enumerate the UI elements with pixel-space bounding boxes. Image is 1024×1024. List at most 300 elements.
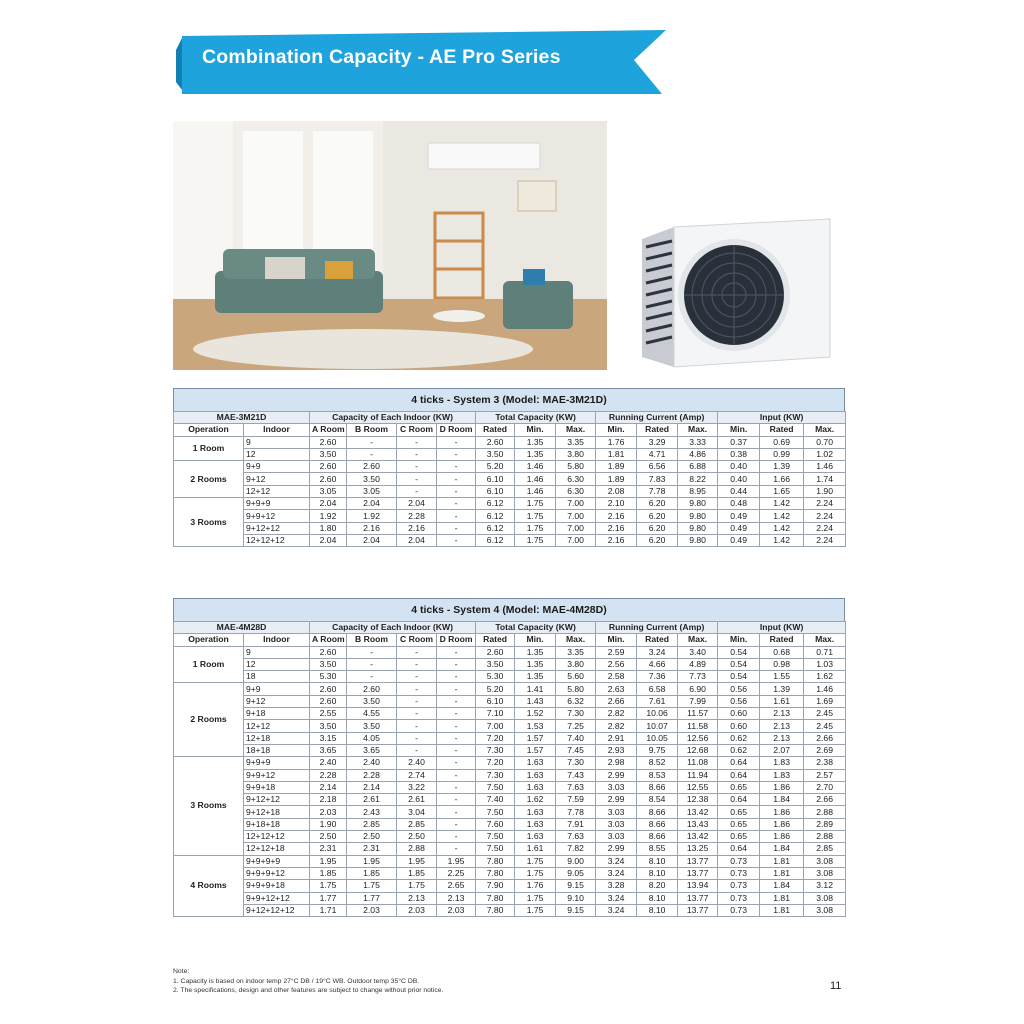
value-cell: 1.86 [760,831,804,843]
indoor-cell: 12+12+12 [244,831,310,843]
c-room-header: C Room [397,424,437,436]
value-cell: 1.71 [310,904,347,916]
value-cell: 3.24 [637,646,678,658]
value-cell: 1.77 [347,892,397,904]
value-cell: 1.81 [596,448,637,460]
value-cell: 3.33 [678,436,718,448]
value-cell: 6.20 [637,498,678,510]
value-cell: 7.25 [556,720,596,732]
value-cell: 13.77 [678,904,718,916]
value-cell: 8.10 [637,867,678,879]
value-cell: 6.20 [637,534,678,546]
value-cell: 2.93 [596,744,637,756]
value-cell: 1.75 [515,904,556,916]
value-cell: 0.49 [718,522,760,534]
value-cell: 1.75 [515,498,556,510]
page-title: Combination Capacity - AE Pro Series [202,46,561,68]
value-cell: 0.38 [718,448,760,460]
value-cell: - [437,510,476,522]
value-cell: 1.03 [804,658,846,670]
value-cell: - [437,436,476,448]
value-cell: 7.82 [556,843,596,855]
value-cell: 3.35 [556,646,596,658]
operation-cell: 3 Rooms [174,498,244,547]
value-cell: 1.63 [515,818,556,830]
value-cell: 7.50 [476,781,515,793]
value-cell: 7.80 [476,855,515,867]
value-cell: 2.16 [596,510,637,522]
indoor-cell: 9+9+18 [244,781,310,793]
value-cell: 2.66 [804,732,846,744]
value-cell: 2.85 [804,843,846,855]
value-cell: 8.66 [637,818,678,830]
value-cell: 7.20 [476,732,515,744]
value-cell: 2.40 [310,757,347,769]
value-cell: - [437,720,476,732]
value-cell: 1.83 [760,757,804,769]
model-header: MAE-3M21D [174,412,310,424]
value-cell: - [437,818,476,830]
indoor-cell: 12+12+12 [244,534,310,546]
value-cell: 1.81 [760,892,804,904]
value-cell: 9.80 [678,498,718,510]
value-cell: 2.45 [804,720,846,732]
value-cell: 10.05 [637,732,678,744]
indoor-cell: 12+18 [244,732,310,744]
max-header: Max. [556,424,596,436]
value-cell: - [397,720,437,732]
value-cell: 2.24 [804,510,846,522]
footnotes [173,967,443,996]
value-cell: 3.50 [476,448,515,460]
operation-header: Operation [174,634,244,646]
table-row [174,855,846,867]
value-cell: 4.71 [637,448,678,460]
value-cell: 6.10 [476,485,515,497]
value-cell: - [437,708,476,720]
value-cell: 1.46 [515,461,556,473]
value-cell: 8.10 [637,892,678,904]
indoor-cell: 9 [244,436,310,448]
value-cell: 4.86 [678,448,718,460]
value-cell: 1.84 [760,880,804,892]
indoor-header: Indoor [244,424,310,436]
max-header: Max. [804,424,846,436]
value-cell: 3.50 [476,658,515,670]
value-cell: 2.82 [596,720,637,732]
value-cell: 3.24 [596,855,637,867]
operation-cell: 4 Rooms [174,855,244,916]
value-cell: 2.13 [760,720,804,732]
value-cell: 13.77 [678,892,718,904]
value-cell: 1.57 [515,732,556,744]
value-cell: - [397,671,437,683]
value-cell: 3.04 [397,806,437,818]
min-header: Min. [718,634,760,646]
value-cell: 2.50 [397,831,437,843]
value-cell: 0.64 [718,843,760,855]
value-cell: 1.90 [310,818,347,830]
value-cell: 2.13 [437,892,476,904]
value-cell: 2.10 [596,498,637,510]
note-line: 2. The specifications, design and other features are subject to change without prior notice. [173,987,444,994]
value-cell: 2.28 [347,769,397,781]
value-cell: 0.40 [718,461,760,473]
value-cell: 1.76 [596,436,637,448]
table-row [174,485,846,497]
table-row [174,843,846,855]
value-cell: 2.88 [804,806,846,818]
value-cell: 1.35 [515,448,556,460]
value-cell: 3.50 [310,448,347,460]
value-cell: 7.63 [556,831,596,843]
value-cell: 6.30 [556,473,596,485]
value-cell: 9.05 [556,867,596,879]
value-cell: 0.64 [718,757,760,769]
indoor-cell: 9+9+9 [244,757,310,769]
value-cell: 11.58 [678,720,718,732]
value-cell: 13.42 [678,831,718,843]
operation-header: Operation [174,424,244,436]
value-cell: 6.20 [637,510,678,522]
table-row [174,769,846,781]
value-cell: 4.66 [637,658,678,670]
value-cell: 6.30 [556,485,596,497]
a-room-header: A Room [310,634,347,646]
rated-header: Rated [760,634,804,646]
value-cell: 12.68 [678,744,718,756]
value-cell: 11.57 [678,708,718,720]
value-cell: 2.13 [760,708,804,720]
value-cell: - [397,485,437,497]
indoor-cell: 9+9+9 [244,498,310,510]
value-cell: 2.60 [310,683,347,695]
value-cell: 2.03 [310,806,347,818]
value-cell: 1.61 [515,843,556,855]
indoor-cell: 9+9+9+12 [244,867,310,879]
note-line: 1. Capacity is based on indoor temp 27°C DB / 19°C WB. Outdoor temp 35°C DB. [173,977,420,985]
value-cell: 2.16 [596,534,637,546]
value-cell: 2.89 [804,818,846,830]
indoor-cell: 9+18+18 [244,818,310,830]
min-header: Min. [515,634,556,646]
max-header: Max. [678,424,718,436]
value-cell: 0.70 [804,436,846,448]
value-cell: - [397,448,437,460]
value-cell: 1.95 [437,855,476,867]
min-header: Min. [515,424,556,436]
value-cell: - [397,658,437,670]
value-cell: 8.53 [637,769,678,781]
value-cell: 2.40 [397,757,437,769]
value-cell: 8.10 [637,855,678,867]
value-cell: 5.20 [476,461,515,473]
value-cell: 6.12 [476,534,515,546]
indoor-cell: 9+12+18 [244,806,310,818]
value-cell: 0.56 [718,695,760,707]
indoor-cell: 9+9+12+12 [244,892,310,904]
value-cell: 1.86 [760,806,804,818]
value-cell: - [437,794,476,806]
value-cell: 0.98 [760,658,804,670]
value-cell: 6.56 [637,461,678,473]
value-cell: 1.95 [397,855,437,867]
value-cell: 7.78 [556,806,596,818]
value-cell: 1.89 [596,461,637,473]
table-row [174,671,846,683]
value-cell: 3.35 [556,436,596,448]
operation-cell: 1 Room [174,646,244,683]
value-cell: 7.30 [556,757,596,769]
value-cell: 0.99 [760,448,804,460]
outdoor-unit-photo [634,217,834,370]
value-cell: - [397,744,437,756]
value-cell: 0.37 [718,436,760,448]
value-cell: 7.80 [476,904,515,916]
table-row [174,867,846,879]
model-header: MAE-4M28D [174,622,310,634]
value-cell: 5.30 [476,671,515,683]
value-cell: - [347,671,397,683]
value-cell: 7.50 [476,843,515,855]
value-cell: - [397,646,437,658]
value-cell: 5.80 [556,683,596,695]
table-row [174,498,846,510]
value-cell: 1.92 [347,510,397,522]
value-cell: 3.08 [804,892,846,904]
value-cell: 2.31 [310,843,347,855]
value-cell: 2.04 [310,498,347,510]
value-cell: - [397,683,437,695]
value-cell: 1.35 [515,671,556,683]
value-cell: 8.10 [637,904,678,916]
value-cell: 7.00 [556,522,596,534]
table-row [174,831,846,843]
value-cell: 1.63 [515,757,556,769]
value-cell: 7.40 [476,794,515,806]
value-cell: 7.99 [678,695,718,707]
indoor-cell: 9+12+12+12 [244,904,310,916]
value-cell: 0.56 [718,683,760,695]
value-cell: 2.24 [804,498,846,510]
value-cell: 2.45 [804,708,846,720]
value-cell: 2.57 [804,769,846,781]
operation-cell: 3 Rooms [174,757,244,855]
value-cell: - [437,671,476,683]
value-cell: 4.05 [347,732,397,744]
table-row [174,892,846,904]
value-cell: 3.29 [637,436,678,448]
value-cell: 13.43 [678,818,718,830]
value-cell: 1.75 [515,867,556,879]
value-cell: - [397,708,437,720]
value-cell: 7.50 [476,831,515,843]
table-row [174,448,846,460]
value-cell: 3.50 [347,720,397,732]
value-cell: 4.55 [347,708,397,720]
value-cell: 6.32 [556,695,596,707]
value-cell: 1.80 [310,522,347,534]
indoor-cell: 9+9 [244,683,310,695]
value-cell: 2.65 [437,880,476,892]
value-cell: 1.46 [804,683,846,695]
value-cell: 6.88 [678,461,718,473]
value-cell: 3.15 [310,732,347,744]
table-row [174,806,846,818]
value-cell: 0.64 [718,794,760,806]
title-banner [172,30,668,96]
value-cell: 2.43 [347,806,397,818]
table-title: 4 ticks - System 4 (Model: MAE-4M28D) [173,598,845,621]
value-cell: 7.00 [476,720,515,732]
value-cell: 9.75 [637,744,678,756]
value-cell: 8.66 [637,806,678,818]
value-cell: 0.44 [718,485,760,497]
value-cell: 3.03 [596,831,637,843]
value-cell: 1.75 [397,880,437,892]
value-cell: - [437,485,476,497]
indoor-cell: 9+9+9+18 [244,880,310,892]
value-cell: 6.90 [678,683,718,695]
indoor-cell: 9+9+9+9 [244,855,310,867]
table-row [174,522,846,534]
value-cell: 9.80 [678,510,718,522]
value-cell: 7.36 [637,671,678,683]
rated-header: Rated [760,424,804,436]
value-cell: 0.73 [718,855,760,867]
value-cell: 0.54 [718,671,760,683]
value-cell: 3.24 [596,867,637,879]
value-cell: 0.65 [718,781,760,793]
value-cell: 1.41 [515,683,556,695]
value-cell: - [347,436,397,448]
value-cell: 0.65 [718,806,760,818]
value-cell: 3.50 [347,473,397,485]
value-cell: - [437,732,476,744]
value-cell: 6.20 [637,522,678,534]
value-cell: 1.55 [760,671,804,683]
value-cell: 0.60 [718,708,760,720]
value-cell: 7.61 [637,695,678,707]
value-cell: 7.43 [556,769,596,781]
value-cell: 1.63 [515,781,556,793]
value-cell: 7.20 [476,757,515,769]
value-cell: 7.63 [556,781,596,793]
value-cell: 7.91 [556,818,596,830]
value-cell: - [397,732,437,744]
table-row [174,646,846,658]
value-cell: 1.75 [515,522,556,534]
running-current-header: Running Current (Amp) [596,622,718,634]
value-cell: 10.07 [637,720,678,732]
system-3-table [173,388,845,547]
value-cell: 12.38 [678,794,718,806]
value-cell: 9.80 [678,534,718,546]
value-cell: 2.60 [310,436,347,448]
value-cell: - [437,683,476,695]
value-cell: 0.48 [718,498,760,510]
table-body [174,436,846,547]
value-cell: 5.30 [310,671,347,683]
table-row [174,781,846,793]
value-cell: 1.84 [760,843,804,855]
value-cell: - [397,473,437,485]
value-cell: 0.40 [718,473,760,485]
value-cell: 2.69 [804,744,846,756]
table-title: 4 ticks - System 3 (Model: MAE-3M21D) [173,388,845,411]
value-cell: 2.04 [397,498,437,510]
capacity-each-header: Capacity of Each Indoor (KW) [310,622,476,634]
value-cell: - [397,436,437,448]
a-room-header: A Room [310,424,347,436]
value-cell: 1.90 [804,485,846,497]
value-cell: 7.00 [556,498,596,510]
table-row [174,461,846,473]
value-cell: 2.58 [596,671,637,683]
indoor-cell: 12+12 [244,485,310,497]
value-cell: 1.53 [515,720,556,732]
value-cell: 7.45 [556,744,596,756]
value-cell: 13.25 [678,843,718,855]
value-cell: 2.31 [347,843,397,855]
table-row [174,658,846,670]
value-cell: 1.62 [515,794,556,806]
indoor-cell: 9+18 [244,708,310,720]
value-cell: 3.05 [347,485,397,497]
value-cell: 2.82 [596,708,637,720]
value-cell: 9.10 [556,892,596,904]
value-cell: 8.66 [637,831,678,843]
value-cell: 0.65 [718,818,760,830]
value-cell: 7.40 [556,732,596,744]
value-cell: 1.74 [804,473,846,485]
value-cell: 1.95 [347,855,397,867]
value-cell: 1.57 [515,744,556,756]
value-cell: 12.56 [678,732,718,744]
value-cell: - [437,806,476,818]
value-cell: 0.73 [718,867,760,879]
value-cell: 13.94 [678,880,718,892]
indoor-header: Indoor [244,634,310,646]
value-cell: 1.35 [515,436,556,448]
value-cell: 1.81 [760,855,804,867]
value-cell: 1.63 [515,806,556,818]
table-row [174,510,846,522]
indoor-cell: 12+12+18 [244,843,310,855]
value-cell: 7.90 [476,880,515,892]
value-cell: 8.22 [678,473,718,485]
value-cell: 1.46 [515,473,556,485]
value-cell: 6.10 [476,695,515,707]
value-cell: 2.98 [596,757,637,769]
value-cell: 2.91 [596,732,637,744]
value-cell: 1.75 [515,855,556,867]
value-cell: - [437,695,476,707]
value-cell: 3.24 [596,904,637,916]
value-cell: 13.77 [678,867,718,879]
value-cell: 7.73 [678,671,718,683]
value-cell: 2.60 [476,436,515,448]
value-cell: 1.46 [515,485,556,497]
value-cell: - [437,757,476,769]
value-cell: 13.77 [678,855,718,867]
value-cell: 3.50 [310,658,347,670]
value-cell: 2.03 [437,904,476,916]
value-cell: 0.68 [760,646,804,658]
value-cell: - [437,522,476,534]
value-cell: 8.95 [678,485,718,497]
indoor-cell: 9 [244,646,310,658]
